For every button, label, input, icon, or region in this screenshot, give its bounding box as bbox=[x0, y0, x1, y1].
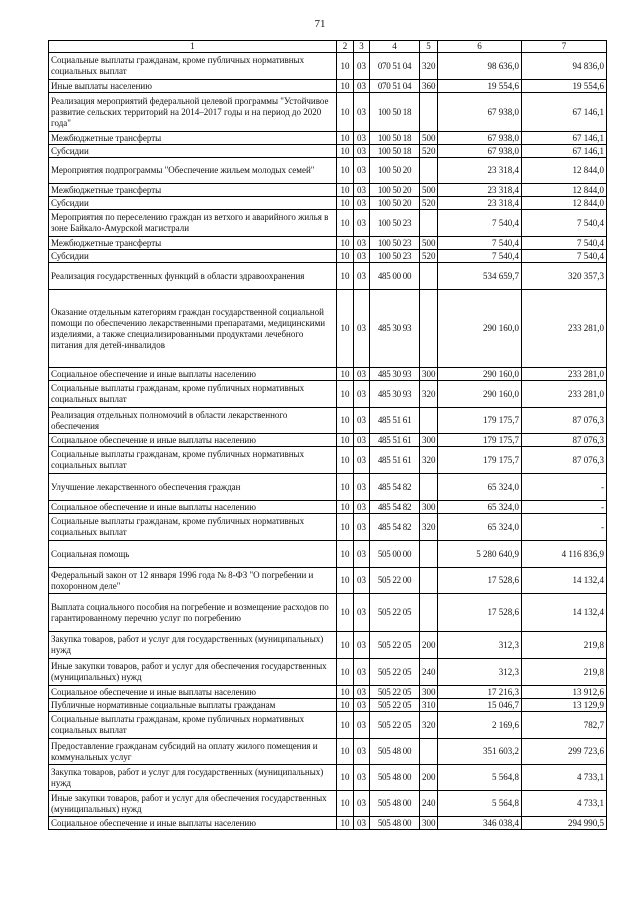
item-name: Реализация отдельных полномочий в области лекарственного обеспечения bbox=[49, 408, 337, 434]
target-article-code: 100 50 18 bbox=[370, 132, 420, 145]
expense-type-code: 300 bbox=[420, 434, 438, 447]
section-code: 10 bbox=[337, 699, 354, 712]
target-article-code: 100 50 18 bbox=[370, 145, 420, 158]
subsection-code: 03 bbox=[354, 368, 370, 381]
subsection-code: 03 bbox=[354, 434, 370, 447]
item-name: Предоставление гражданам субсидий на оплату жилого помещения и коммунальных услуг bbox=[49, 739, 337, 765]
item-name: Социальные выплаты гражданам, кроме публичных нормативных социальных выплат bbox=[49, 712, 337, 739]
table-row bbox=[49, 686, 607, 699]
amount-col-6: 17 216,3 bbox=[438, 686, 522, 699]
target-article-code: 100 50 23 bbox=[370, 210, 420, 237]
expense-type-code: 310 bbox=[420, 699, 438, 712]
item-name: Реализация государственных функций в области здравоохранения bbox=[49, 263, 337, 290]
amount-col-6: 67 938,0 bbox=[438, 145, 522, 158]
table-row bbox=[49, 447, 607, 474]
amount-col-6: 5 280 640,9 bbox=[438, 541, 522, 568]
target-article-code: 485 51 61 bbox=[370, 434, 420, 447]
target-article-code: 485 30 93 bbox=[370, 368, 420, 381]
amount-col-7: 4 116 836,9 bbox=[522, 541, 607, 568]
expense-type-code: 320 bbox=[420, 712, 438, 739]
section-code: 10 bbox=[337, 594, 354, 632]
expense-type-code: 500 bbox=[420, 184, 438, 197]
item-name: Закупка товаров, работ и услуг для государственных (муниципальных) нужд bbox=[49, 632, 337, 659]
amount-col-7: 299 723,6 bbox=[522, 739, 607, 765]
amount-col-7: 14 132,4 bbox=[522, 594, 607, 632]
section-code: 10 bbox=[337, 632, 354, 659]
column-header: 2 bbox=[337, 41, 354, 53]
target-article-code: 485 51 61 bbox=[370, 408, 420, 434]
target-article-code: 505 48 00 bbox=[370, 791, 420, 817]
item-name: Социальные выплаты гражданам, кроме публичных нормативных социальных выплат bbox=[49, 381, 337, 408]
section-code: 10 bbox=[337, 408, 354, 434]
subsection-code: 03 bbox=[354, 158, 370, 184]
expense-type-code: 500 bbox=[420, 132, 438, 145]
section-code: 10 bbox=[337, 145, 354, 158]
expense-type-code: 500 bbox=[420, 237, 438, 250]
item-name: Социальные выплаты гражданам, кроме публичных нормативных социальных выплат bbox=[49, 53, 337, 80]
amount-col-7: 4 733,1 bbox=[522, 765, 607, 791]
amount-col-6: 179 175,7 bbox=[438, 408, 522, 434]
expense-type-code: 360 bbox=[420, 80, 438, 93]
target-article-code: 100 50 23 bbox=[370, 237, 420, 250]
expense-type-code bbox=[420, 541, 438, 568]
amount-col-6: 7 540,4 bbox=[438, 250, 522, 263]
target-article-code: 485 51 61 bbox=[370, 447, 420, 474]
section-code: 10 bbox=[337, 659, 354, 686]
expense-type-code: 520 bbox=[420, 250, 438, 263]
expense-type-code: 300 bbox=[420, 686, 438, 699]
table-row bbox=[49, 791, 607, 817]
expense-type-code: 320 bbox=[420, 514, 438, 541]
table-row bbox=[49, 290, 607, 368]
subsection-code: 03 bbox=[354, 381, 370, 408]
table-row bbox=[49, 408, 607, 434]
subsection-code: 03 bbox=[354, 632, 370, 659]
subsection-code: 03 bbox=[354, 93, 370, 132]
subsection-code: 03 bbox=[354, 237, 370, 250]
section-code: 10 bbox=[337, 80, 354, 93]
subsection-code: 03 bbox=[354, 474, 370, 501]
section-code: 10 bbox=[337, 368, 354, 381]
amount-col-7: - bbox=[522, 501, 607, 514]
amount-col-7: 12 844,0 bbox=[522, 158, 607, 184]
target-article-code: 505 00 00 bbox=[370, 541, 420, 568]
table-row bbox=[49, 237, 607, 250]
section-code: 10 bbox=[337, 434, 354, 447]
amount-col-7: 233 281,0 bbox=[522, 290, 607, 368]
subsection-code: 03 bbox=[354, 594, 370, 632]
target-article-code: 100 50 20 bbox=[370, 184, 420, 197]
section-code: 10 bbox=[337, 791, 354, 817]
amount-col-6: 67 938,0 bbox=[438, 132, 522, 145]
table-row bbox=[49, 381, 607, 408]
item-name: Публичные нормативные социальные выплаты гражданам bbox=[49, 699, 337, 712]
amount-col-7: - bbox=[522, 474, 607, 501]
target-article-code: 505 48 00 bbox=[370, 765, 420, 791]
amount-col-6: 346 038,4 bbox=[438, 817, 522, 830]
column-header: 6 bbox=[438, 41, 522, 53]
amount-col-6: 23 318,4 bbox=[438, 197, 522, 210]
table-row bbox=[49, 132, 607, 145]
table-row bbox=[49, 699, 607, 712]
table-row bbox=[49, 514, 607, 541]
subsection-code: 03 bbox=[354, 132, 370, 145]
amount-col-7: 12 844,0 bbox=[522, 197, 607, 210]
expense-type-code: 300 bbox=[420, 817, 438, 830]
item-name: Социальная помощь bbox=[49, 541, 337, 568]
amount-col-7: 7 540,4 bbox=[522, 210, 607, 237]
table-row bbox=[49, 250, 607, 263]
target-article-code: 505 22 05 bbox=[370, 659, 420, 686]
section-code: 10 bbox=[337, 381, 354, 408]
table-row bbox=[49, 80, 607, 93]
amount-col-7: 87 076,3 bbox=[522, 447, 607, 474]
amount-col-6: 19 554,6 bbox=[438, 80, 522, 93]
column-number-row bbox=[49, 41, 607, 53]
table-row bbox=[49, 765, 607, 791]
amount-col-6: 179 175,7 bbox=[438, 434, 522, 447]
target-article-code: 485 30 93 bbox=[370, 381, 420, 408]
item-name: Социальное обеспечение и иные выплаты населению bbox=[49, 686, 337, 699]
table-row bbox=[49, 210, 607, 237]
table-row bbox=[49, 739, 607, 765]
subsection-code: 03 bbox=[354, 250, 370, 263]
item-name: Субсидии bbox=[49, 250, 337, 263]
target-article-code: 485 54 82 bbox=[370, 514, 420, 541]
target-article-code: 505 22 05 bbox=[370, 686, 420, 699]
section-code: 10 bbox=[337, 158, 354, 184]
expense-type-code: 320 bbox=[420, 447, 438, 474]
section-code: 10 bbox=[337, 93, 354, 132]
section-code: 10 bbox=[337, 739, 354, 765]
amount-col-7: 14 132,4 bbox=[522, 568, 607, 594]
target-article-code: 485 54 82 bbox=[370, 474, 420, 501]
section-code: 10 bbox=[337, 568, 354, 594]
amount-col-6: 15 046,7 bbox=[438, 699, 522, 712]
expense-type-code: 320 bbox=[420, 53, 438, 80]
target-article-code: 100 50 23 bbox=[370, 250, 420, 263]
amount-col-6: 290 160,0 bbox=[438, 381, 522, 408]
amount-col-6: 290 160,0 bbox=[438, 290, 522, 368]
table-row bbox=[49, 501, 607, 514]
section-code: 10 bbox=[337, 501, 354, 514]
amount-col-7: 233 281,0 bbox=[522, 381, 607, 408]
subsection-code: 03 bbox=[354, 739, 370, 765]
budget-table bbox=[48, 40, 607, 830]
table-row bbox=[49, 368, 607, 381]
amount-col-7: 19 554,6 bbox=[522, 80, 607, 93]
table-row bbox=[49, 659, 607, 686]
section-code: 10 bbox=[337, 447, 354, 474]
amount-col-6: 5 564,8 bbox=[438, 791, 522, 817]
table-row bbox=[49, 434, 607, 447]
table-row bbox=[49, 712, 607, 739]
expense-type-code bbox=[420, 93, 438, 132]
table-row bbox=[49, 817, 607, 830]
amount-col-7: 67 146,1 bbox=[522, 93, 607, 132]
section-code: 10 bbox=[337, 237, 354, 250]
subsection-code: 03 bbox=[354, 408, 370, 434]
expense-type-code: 300 bbox=[420, 501, 438, 514]
table-row bbox=[49, 263, 607, 290]
subsection-code: 03 bbox=[354, 514, 370, 541]
table-row bbox=[49, 158, 607, 184]
table-row bbox=[49, 53, 607, 80]
amount-col-6: 67 938,0 bbox=[438, 93, 522, 132]
target-article-code: 505 22 05 bbox=[370, 712, 420, 739]
item-name: Выплата социального пособия на погребение и возмещение расходов по гарантированному перечню услуг по погребению bbox=[49, 594, 337, 632]
section-code: 10 bbox=[337, 541, 354, 568]
subsection-code: 03 bbox=[354, 568, 370, 594]
amount-col-7: 320 357,3 bbox=[522, 263, 607, 290]
item-name: Социальное обеспечение и иные выплаты населению bbox=[49, 817, 337, 830]
subsection-code: 03 bbox=[354, 145, 370, 158]
table-row bbox=[49, 568, 607, 594]
section-code: 10 bbox=[337, 290, 354, 368]
item-name: Субсидии bbox=[49, 197, 337, 210]
item-name: Иные выплаты населению bbox=[49, 80, 337, 93]
section-code: 10 bbox=[337, 132, 354, 145]
amount-col-7: 94 836,0 bbox=[522, 53, 607, 80]
amount-col-7: 782,7 bbox=[522, 712, 607, 739]
expense-type-code bbox=[420, 568, 438, 594]
subsection-code: 03 bbox=[354, 447, 370, 474]
column-header: 4 bbox=[370, 41, 420, 53]
target-article-code: 100 50 18 bbox=[370, 93, 420, 132]
expense-type-code: 300 bbox=[420, 368, 438, 381]
expense-type-code: 320 bbox=[420, 381, 438, 408]
amount-col-7: 219,8 bbox=[522, 632, 607, 659]
page-number: 71 bbox=[314, 18, 326, 30]
amount-col-6: 2 169,6 bbox=[438, 712, 522, 739]
table-row bbox=[49, 632, 607, 659]
subsection-code: 03 bbox=[354, 765, 370, 791]
expense-type-code: 520 bbox=[420, 197, 438, 210]
column-header: 3 bbox=[354, 41, 370, 53]
target-article-code: 505 48 00 bbox=[370, 739, 420, 765]
column-header: 7 bbox=[522, 41, 607, 53]
section-code: 10 bbox=[337, 686, 354, 699]
target-article-code: 100 50 20 bbox=[370, 197, 420, 210]
item-name: Межбюджетные трансферты bbox=[49, 184, 337, 197]
item-name: Федеральный закон от 12 января 1996 года № 8-ФЗ "О погребении и похоронном деле" bbox=[49, 568, 337, 594]
section-code: 10 bbox=[337, 197, 354, 210]
item-name: Социальное обеспечение и иные выплаты населению bbox=[49, 501, 337, 514]
amount-col-6: 17 528,6 bbox=[438, 568, 522, 594]
subsection-code: 03 bbox=[354, 686, 370, 699]
item-name: Социальное обеспечение и иные выплаты населению bbox=[49, 434, 337, 447]
amount-col-7: 13 912,6 bbox=[522, 686, 607, 699]
amount-col-7: 294 990,5 bbox=[522, 817, 607, 830]
item-name: Субсидии bbox=[49, 145, 337, 158]
column-header: 1 bbox=[49, 41, 337, 53]
subsection-code: 03 bbox=[354, 817, 370, 830]
expense-type-code: 240 bbox=[420, 791, 438, 817]
section-code: 10 bbox=[337, 184, 354, 197]
amount-col-6: 23 318,4 bbox=[438, 158, 522, 184]
section-code: 10 bbox=[337, 263, 354, 290]
subsection-code: 03 bbox=[354, 712, 370, 739]
subsection-code: 03 bbox=[354, 501, 370, 514]
subsection-code: 03 bbox=[354, 699, 370, 712]
table-row bbox=[49, 474, 607, 501]
target-article-code: 485 54 82 bbox=[370, 501, 420, 514]
item-name: Оказание отдельным категориям граждан государственной социальной помощи по обеспечению лекарственными препаратами, медицинскими изделиями, а также специализированными продуктами лечебного питания для детей-инвалидов bbox=[49, 290, 337, 368]
table-row bbox=[49, 541, 607, 568]
expense-type-code bbox=[420, 290, 438, 368]
expense-type-code: 200 bbox=[420, 765, 438, 791]
expense-type-code bbox=[420, 739, 438, 765]
target-article-code: 070 51 04 bbox=[370, 53, 420, 80]
table-row bbox=[49, 197, 607, 210]
amount-col-7: 219,8 bbox=[522, 659, 607, 686]
expense-type-code: 200 bbox=[420, 632, 438, 659]
expense-type-code bbox=[420, 474, 438, 501]
amount-col-6: 5 564,8 bbox=[438, 765, 522, 791]
amount-col-7: 87 076,3 bbox=[522, 434, 607, 447]
amount-col-7: 7 540,4 bbox=[522, 250, 607, 263]
subsection-code: 03 bbox=[354, 210, 370, 237]
subsection-code: 03 bbox=[354, 184, 370, 197]
amount-col-6: 179 175,7 bbox=[438, 447, 522, 474]
section-code: 10 bbox=[337, 53, 354, 80]
amount-col-6: 351 603,2 bbox=[438, 739, 522, 765]
table-row bbox=[49, 594, 607, 632]
item-name: Мероприятия подпрограммы "Обеспечение жильем молодых семей" bbox=[49, 158, 337, 184]
amount-col-6: 534 659,7 bbox=[438, 263, 522, 290]
amount-col-7: 67 146,1 bbox=[522, 145, 607, 158]
subsection-code: 03 bbox=[354, 80, 370, 93]
subsection-code: 03 bbox=[354, 53, 370, 80]
amount-col-6: 65 324,0 bbox=[438, 474, 522, 501]
item-name: Улучшение лекарственного обеспечения граждан bbox=[49, 474, 337, 501]
expense-type-code bbox=[420, 408, 438, 434]
amount-col-6: 7 540,4 bbox=[438, 237, 522, 250]
item-name: Иные закупки товаров, работ и услуг для обеспечения государственных (муниципальных) нужд bbox=[49, 791, 337, 817]
amount-col-7: 87 076,3 bbox=[522, 408, 607, 434]
table-row bbox=[49, 145, 607, 158]
subsection-code: 03 bbox=[354, 197, 370, 210]
amount-col-7: 4 733,1 bbox=[522, 791, 607, 817]
amount-col-7: - bbox=[522, 514, 607, 541]
section-code: 10 bbox=[337, 817, 354, 830]
amount-col-6: 312,3 bbox=[438, 632, 522, 659]
subsection-code: 03 bbox=[354, 263, 370, 290]
item-name: Социальные выплаты гражданам, кроме публичных нормативных социальных выплат bbox=[49, 514, 337, 541]
target-article-code: 505 22 05 bbox=[370, 594, 420, 632]
amount-col-6: 312,3 bbox=[438, 659, 522, 686]
item-name: Межбюджетные трансферты bbox=[49, 132, 337, 145]
target-article-code: 505 22 05 bbox=[370, 699, 420, 712]
item-name: Социальные выплаты гражданам, кроме публичных нормативных социальных выплат bbox=[49, 447, 337, 474]
expense-type-code bbox=[420, 594, 438, 632]
section-code: 10 bbox=[337, 514, 354, 541]
item-name: Мероприятия по переселению граждан из ветхого и аварийного жилья в зоне Байкало-Амурской магистрали bbox=[49, 210, 337, 237]
column-header: 5 bbox=[420, 41, 438, 53]
item-name: Иные закупки товаров, работ и услуг для обеспечения государственных (муниципальных) нужд bbox=[49, 659, 337, 686]
section-code: 10 bbox=[337, 250, 354, 263]
target-article-code: 100 50 20 bbox=[370, 158, 420, 184]
section-code: 10 bbox=[337, 210, 354, 237]
amount-col-7: 12 844,0 bbox=[522, 184, 607, 197]
table-row bbox=[49, 184, 607, 197]
amount-col-6: 17 528,6 bbox=[438, 594, 522, 632]
amount-col-6: 290 160,0 bbox=[438, 368, 522, 381]
amount-col-6: 65 324,0 bbox=[438, 514, 522, 541]
expense-type-code bbox=[420, 158, 438, 184]
item-name: Социальное обеспечение и иные выплаты населению bbox=[49, 368, 337, 381]
expense-type-code: 520 bbox=[420, 145, 438, 158]
subsection-code: 03 bbox=[354, 541, 370, 568]
amount-col-6: 7 540,4 bbox=[438, 210, 522, 237]
amount-col-6: 65 324,0 bbox=[438, 501, 522, 514]
target-article-code: 485 30 93 bbox=[370, 290, 420, 368]
amount-col-7: 67 146,1 bbox=[522, 132, 607, 145]
item-name: Реализация мероприятий федеральной целевой программы "Устойчивое развитие сельских территорий на 2014–2017 годы и на период до 2020 года" bbox=[49, 93, 337, 132]
target-article-code: 505 22 00 bbox=[370, 568, 420, 594]
target-article-code: 070 51 04 bbox=[370, 80, 420, 93]
item-name: Закупка товаров, работ и услуг для государственных (муниципальных) нужд bbox=[49, 765, 337, 791]
amount-col-7: 7 540,4 bbox=[522, 237, 607, 250]
section-code: 10 bbox=[337, 765, 354, 791]
expense-type-code: 240 bbox=[420, 659, 438, 686]
table-row bbox=[49, 93, 607, 132]
amount-col-7: 13 129,9 bbox=[522, 699, 607, 712]
item-name: Межбюджетные трансферты bbox=[49, 237, 337, 250]
subsection-code: 03 bbox=[354, 290, 370, 368]
section-code: 10 bbox=[337, 712, 354, 739]
section-code: 10 bbox=[337, 474, 354, 501]
amount-col-7: 233 281,0 bbox=[522, 368, 607, 381]
subsection-code: 03 bbox=[354, 659, 370, 686]
target-article-code: 505 48 00 bbox=[370, 817, 420, 830]
target-article-code: 485 00 00 bbox=[370, 263, 420, 290]
expense-type-code bbox=[420, 210, 438, 237]
subsection-code: 03 bbox=[354, 791, 370, 817]
expense-type-code bbox=[420, 263, 438, 290]
amount-col-6: 23 318,4 bbox=[438, 184, 522, 197]
target-article-code: 505 22 05 bbox=[370, 632, 420, 659]
amount-col-6: 98 636,0 bbox=[438, 53, 522, 80]
